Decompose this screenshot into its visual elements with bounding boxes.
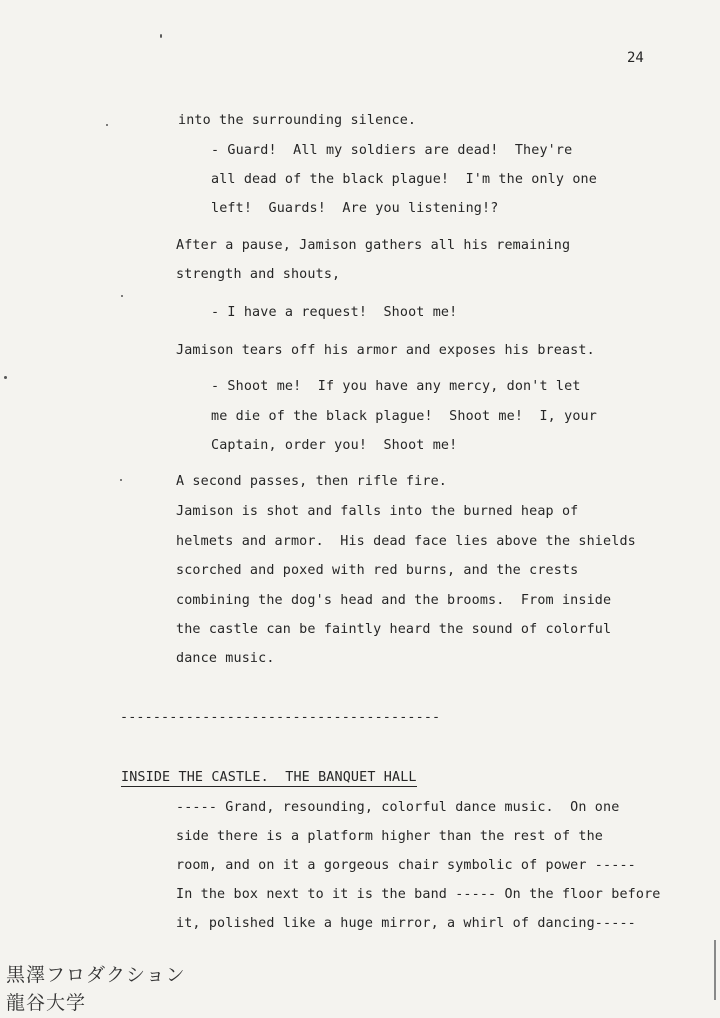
text-line: After a pause, Jamison gathers all his remaining bbox=[176, 238, 571, 253]
text-line: In the box next to it is the band ----- On the floor before bbox=[176, 887, 661, 902]
text-line: me die of the black plague! Shoot me! I, your bbox=[211, 409, 597, 424]
paper-speck bbox=[4, 376, 7, 379]
text-line: left! Guards! Are you listening!? bbox=[211, 201, 499, 216]
text-line: Captain, order you! Shoot me! bbox=[211, 438, 458, 453]
scene-heading: INSIDE THE CASTLE. THE BANQUET HALL bbox=[121, 770, 417, 785]
page-number: 24 bbox=[627, 50, 644, 66]
paper-speck bbox=[106, 124, 108, 126]
text-line: Jamison tears off his armor and exposes his breast. bbox=[176, 343, 595, 358]
text-line: - Shoot me! If you have any mercy, don't let bbox=[211, 379, 581, 394]
watermark-line-1: 黒澤フロダクション bbox=[6, 964, 186, 986]
text-line: A second passes, then rifle fire. bbox=[176, 474, 447, 489]
text-line: Jamison is shot and falls into the burned heap of bbox=[176, 504, 579, 519]
text-line: dance music. bbox=[176, 651, 275, 666]
section-separator: --------------------------------------- bbox=[120, 710, 441, 725]
text-line: side there is a platform higher than the rest of the bbox=[176, 829, 604, 844]
text-line: scorched and poxed with red burns, and the crests bbox=[176, 563, 579, 578]
paper-speck bbox=[160, 34, 162, 38]
text-line: all dead of the black plague! I'm the only one bbox=[211, 172, 597, 187]
text-line: combining the dog's head and the brooms. From inside bbox=[176, 593, 612, 608]
text-line: helmets and armor. His dead face lies above the shields bbox=[176, 534, 636, 549]
text-line: into the surrounding silence. bbox=[178, 113, 417, 128]
paper-edge-mark bbox=[714, 940, 716, 1000]
text-line: - I have a request! Shoot me! bbox=[211, 305, 458, 320]
text-line: room, and on it a gorgeous chair symbolic of power ----- bbox=[176, 858, 636, 873]
text-line: it, polished like a huge mirror, a whirl of dancing----- bbox=[176, 916, 636, 931]
text-line: - Guard! All my soldiers are dead! They're bbox=[211, 143, 573, 158]
watermark-line-2: 龍谷大学 bbox=[6, 992, 87, 1014]
paper-speck bbox=[120, 479, 122, 481]
paper-speck bbox=[121, 295, 123, 297]
text-line: the castle can be faintly heard the sound of colorful bbox=[176, 622, 612, 637]
text-line: strength and shouts, bbox=[176, 267, 341, 282]
text-line: ----- Grand, resounding, colorful dance music. On one bbox=[176, 800, 620, 815]
